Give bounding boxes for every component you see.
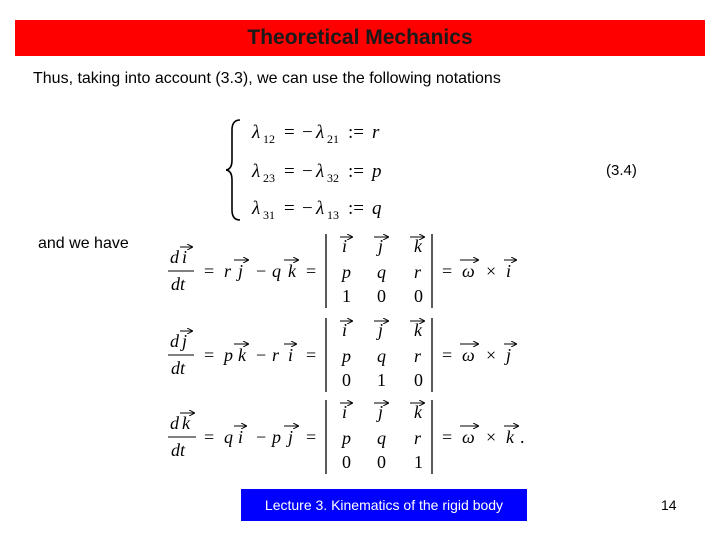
svg-text:k: k (506, 427, 514, 447)
svg-text:i: i (506, 261, 512, 281)
svg-text:q: q (377, 428, 386, 448)
svg-text:23: 23 (263, 171, 275, 185)
svg-text:p: p (372, 161, 382, 182)
svg-text:i: i (288, 345, 294, 365)
svg-text:32: 32 (327, 171, 339, 185)
svg-text:j: j (378, 402, 384, 422)
svg-text:λ: λ (316, 122, 325, 143)
svg-text:1: 1 (377, 370, 386, 390)
svg-text:=: = (204, 427, 215, 447)
svg-text::=: := (348, 198, 364, 219)
intro-text: Thus, taking into account (3.3), we can use the following notations (33, 70, 501, 87)
title-bar (15, 20, 705, 56)
svg-text:−: − (256, 427, 267, 447)
slide-title: Theoretical Mechanics (247, 26, 473, 49)
svg-text:k: k (414, 236, 422, 256)
svg-text:p: p (342, 346, 351, 366)
svg-text:=: = (442, 261, 453, 281)
svg-text:−: − (302, 122, 313, 143)
svg-text:d: d (170, 413, 179, 433)
svg-text:λ: λ (316, 198, 325, 219)
svg-text:−: − (302, 161, 313, 182)
svg-text:i: i (342, 236, 348, 256)
svg-text:r: r (414, 346, 422, 366)
svg-text:k: k (414, 402, 422, 422)
svg-text:i: i (182, 247, 188, 267)
svg-text::=: := (348, 122, 364, 143)
and-we-have-text: and we have (38, 235, 129, 252)
svg-text:dt: dt (171, 274, 186, 294)
equation-number: (3.4) (606, 162, 637, 179)
svg-text:λ: λ (252, 198, 261, 219)
svg-text:r: r (272, 345, 280, 365)
svg-text:=: = (284, 161, 295, 182)
svg-text:0: 0 (342, 452, 351, 472)
footer-lecture-title: Lecture 3. Kinematics of the rigid body (264, 497, 504, 513)
svg-text:.: . (520, 427, 525, 447)
svg-text:=: = (442, 427, 453, 447)
svg-text:dt: dt (171, 440, 186, 460)
svg-text:λ: λ (252, 161, 261, 182)
svg-text:×: × (486, 345, 497, 365)
svg-text:j: j (506, 345, 512, 365)
svg-text:i: i (342, 402, 348, 422)
svg-text:r: r (414, 262, 422, 282)
svg-text:=: = (284, 122, 295, 143)
svg-text:r: r (224, 261, 232, 281)
svg-text:13: 13 (327, 208, 339, 222)
svg-text:31: 31 (263, 208, 275, 222)
svg-text:j: j (182, 331, 188, 351)
footer-lecture-bar (241, 489, 527, 521)
svg-text:dt: dt (171, 358, 186, 378)
svg-text:k: k (182, 413, 190, 433)
svg-text:k: k (414, 320, 422, 340)
svg-text:q: q (224, 427, 233, 447)
svg-text:=: = (284, 198, 295, 219)
svg-text:d: d (170, 247, 179, 267)
svg-text:−: − (256, 345, 267, 365)
svg-text:q: q (377, 346, 386, 366)
equation-di-dt (168, 234, 516, 308)
svg-text:1: 1 (414, 452, 423, 472)
svg-text:λ: λ (316, 161, 325, 182)
svg-text:0: 0 (414, 286, 423, 306)
svg-text:i: i (238, 427, 244, 447)
svg-text:0: 0 (342, 370, 351, 390)
svg-text:×: × (486, 427, 497, 447)
svg-text:ω: ω (462, 427, 475, 447)
svg-text:=: = (306, 345, 317, 365)
svg-text:=: = (306, 427, 317, 447)
svg-text:q: q (372, 198, 382, 219)
svg-text:=: = (204, 345, 215, 365)
svg-text:0: 0 (377, 286, 386, 306)
svg-text:−: − (302, 198, 313, 219)
svg-text:k: k (238, 345, 246, 365)
svg-text:j: j (378, 236, 384, 256)
svg-text:0: 0 (414, 370, 423, 390)
derivative-equations (160, 230, 540, 475)
svg-text:ω: ω (462, 345, 475, 365)
notation-row-3 (251, 198, 382, 222)
left-brace (226, 120, 240, 220)
svg-text:=: = (442, 345, 453, 365)
notation-row-2 (251, 161, 382, 185)
svg-text:ω: ω (462, 261, 475, 281)
svg-text:p: p (342, 262, 351, 282)
svg-text:=: = (306, 261, 317, 281)
svg-text:q: q (272, 261, 281, 281)
svg-text:21: 21 (327, 132, 339, 146)
svg-text:0: 0 (377, 452, 386, 472)
svg-text:−: − (256, 261, 267, 281)
svg-text:j: j (288, 427, 294, 447)
svg-text:d: d (170, 331, 179, 351)
page-number: 14 (661, 497, 677, 513)
svg-text:r: r (414, 428, 422, 448)
svg-text:j: j (378, 320, 384, 340)
notation-system (226, 116, 426, 224)
svg-text:×: × (486, 261, 497, 281)
svg-text:p: p (224, 345, 233, 365)
svg-text:λ: λ (252, 122, 261, 143)
svg-text:p: p (272, 427, 281, 447)
svg-text::=: := (348, 161, 364, 182)
notation-row-1 (251, 122, 380, 146)
svg-text:12: 12 (263, 132, 275, 146)
svg-text:j: j (238, 261, 244, 281)
svg-text:1: 1 (342, 286, 351, 306)
svg-text:i: i (342, 320, 348, 340)
equation-dj-dt (168, 318, 516, 392)
svg-text:r: r (372, 122, 380, 143)
svg-text:q: q (377, 262, 386, 282)
svg-text:=: = (204, 261, 215, 281)
equation-dk-dt (168, 400, 525, 474)
svg-text:p: p (342, 428, 351, 448)
svg-text:k: k (288, 261, 296, 281)
